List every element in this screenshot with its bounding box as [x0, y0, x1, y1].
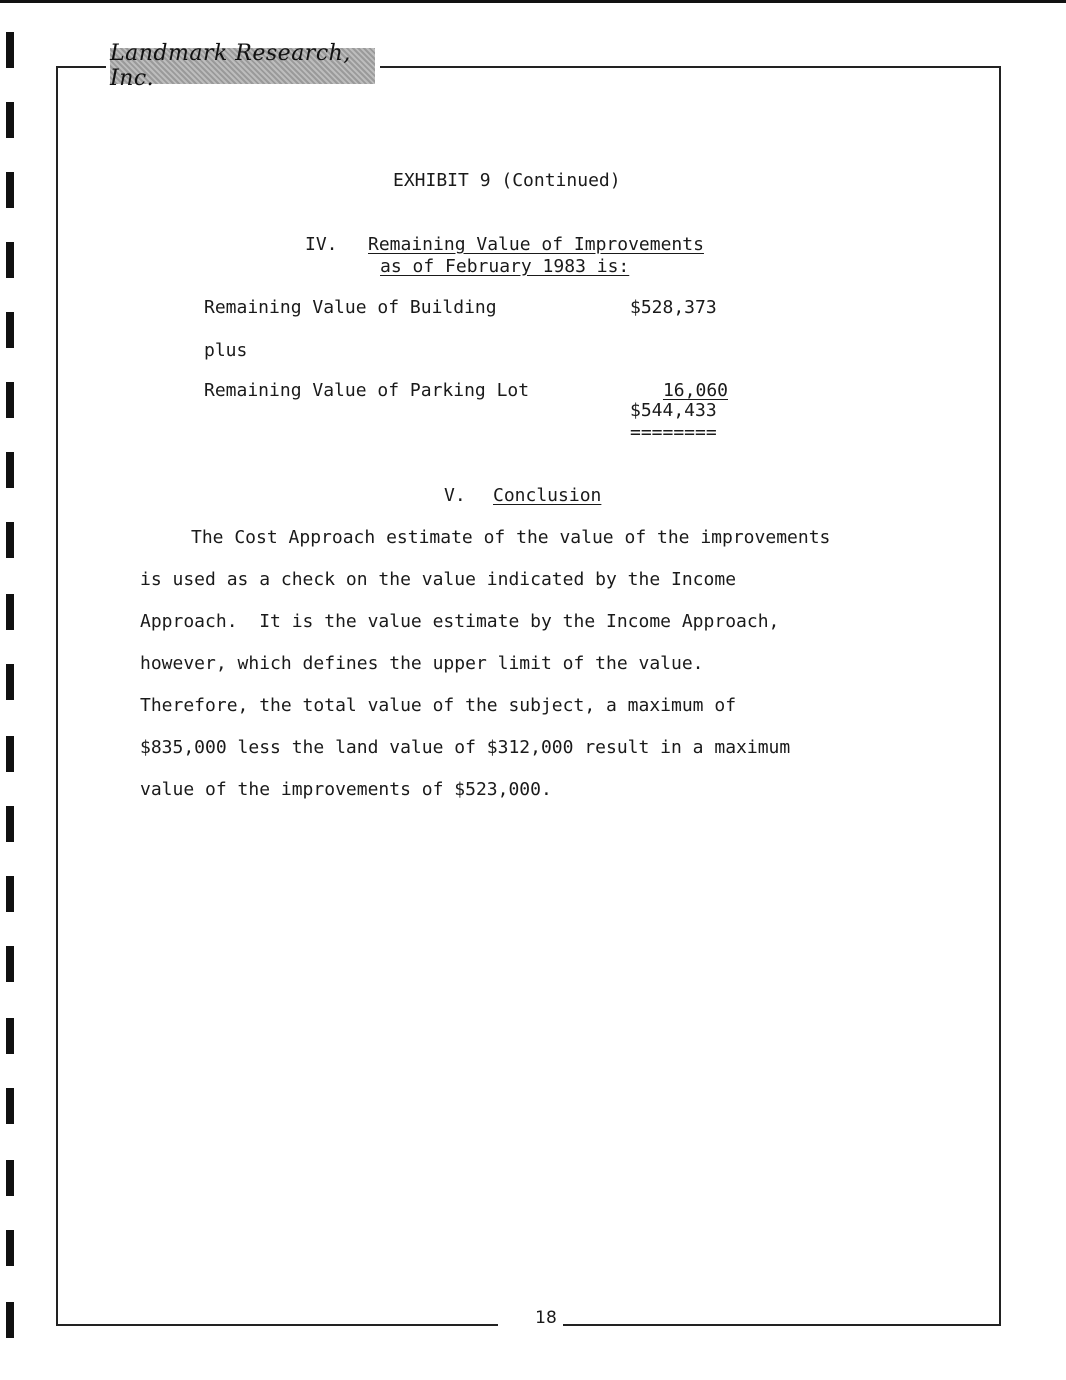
page-frame-left [56, 66, 58, 1326]
building-value-label: Remaining Value of Building [204, 297, 497, 318]
binder-mark [6, 1088, 14, 1124]
parking-lot-value-amount: 16,060 [662, 380, 728, 401]
page-number: 18 [535, 1308, 557, 1328]
binder-mark [6, 876, 14, 912]
section-4-heading: Remaining Value of Improvements [368, 234, 704, 255]
page-frame-bottom [563, 1324, 1001, 1326]
binder-mark [6, 452, 14, 488]
plus-label: plus [204, 340, 248, 361]
conclusion-line: Therefore, the total value of the subject, a maximum of [140, 695, 737, 716]
binder-mark [6, 242, 14, 278]
page-frame-bottom [56, 1324, 498, 1326]
section-4-numeral: IV. [305, 234, 338, 255]
binder-mark [6, 946, 14, 982]
binder-mark [6, 1160, 14, 1196]
logo-text: Landmark Research, Inc. [110, 41, 351, 91]
binder-mark [6, 382, 14, 418]
binder-mark [6, 664, 14, 700]
page-frame-right [999, 66, 1001, 1326]
binder-mark [6, 1018, 14, 1054]
binder-mark [6, 1230, 14, 1266]
parking-lot-value-label: Remaining Value of Parking Lot [204, 380, 530, 401]
section-4-heading-continued: as of February 1983 is: [380, 256, 630, 277]
binder-mark [6, 806, 14, 842]
section-5-heading: Conclusion [493, 485, 602, 506]
binder-mark [6, 522, 14, 558]
binder-mark [6, 312, 14, 348]
binder-mark [6, 594, 14, 630]
binder-mark [6, 172, 14, 208]
binder-mark [6, 32, 14, 68]
binder-mark [6, 736, 14, 772]
conclusion-line: Approach. It is the value estimate by the Income Approach, [140, 611, 780, 632]
company-logo [110, 41, 375, 91]
total-double-rule: ======== [630, 422, 717, 443]
building-value-amount: $528,373 [630, 297, 717, 318]
binder-mark [6, 102, 14, 138]
section-5-numeral: V. [444, 485, 466, 506]
conclusion-line: The Cost Approach estimate of the value of the improvements [191, 527, 831, 548]
page-frame-top [380, 66, 1001, 68]
binder-mark [6, 1302, 14, 1338]
conclusion-line: $835,000 less the land value of $312,000 result in a maximum [140, 737, 791, 758]
top-edge-rule [0, 0, 1066, 3]
conclusion-line: however, which defines the upper limit of the value. [140, 653, 704, 674]
conclusion-line: value of the improvements of $523,000. [140, 779, 552, 800]
total-value-amount: $544,433 [630, 400, 717, 421]
page-frame-top [56, 66, 106, 68]
exhibit-title: EXHIBIT 9 (Continued) [393, 170, 621, 191]
conclusion-line: is used as a check on the value indicated by the Income [140, 569, 737, 590]
